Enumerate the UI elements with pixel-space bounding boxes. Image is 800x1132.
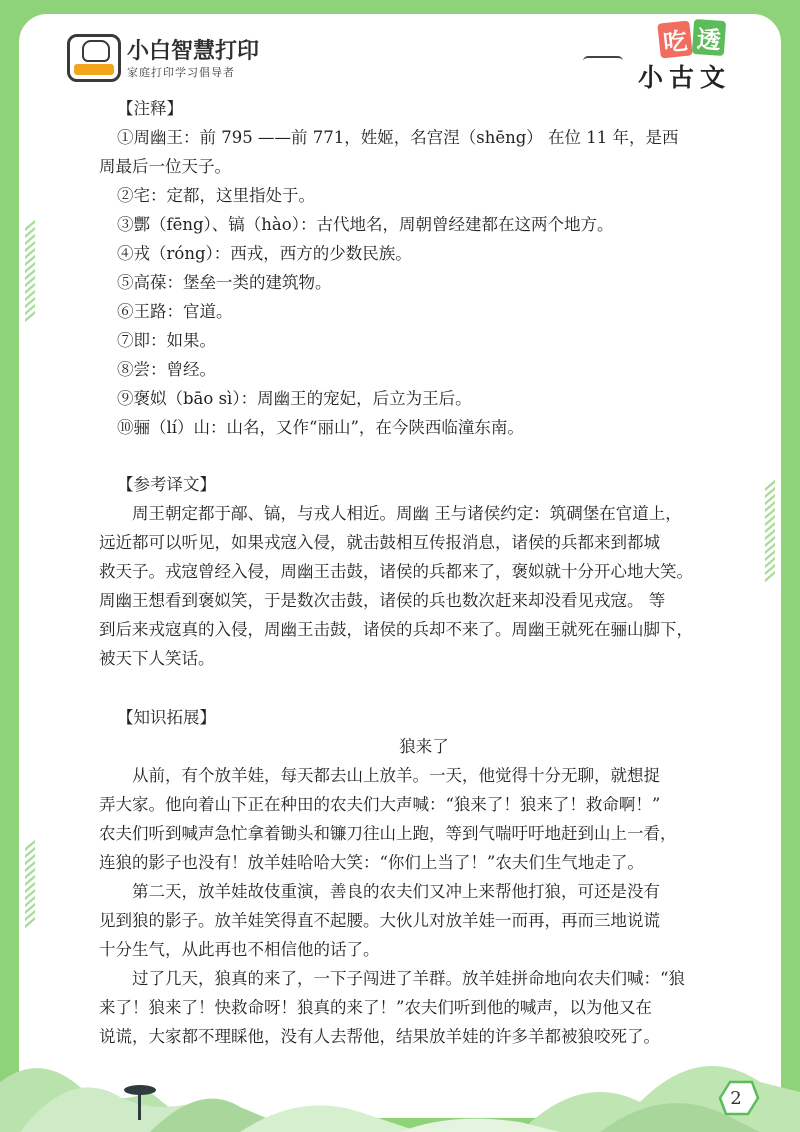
note-line: ⑩骊（lí）山：山名，又作“丽山”，在今陕西临潼东南。 — [117, 418, 524, 437]
story-line: 见到狼的影子。放羊娃笑得直不起腰。大伙儿对放羊娃一而再，再而三地说谎 — [99, 911, 660, 930]
note-line: ③酆（fēng）、镐（hào）：古代地名，周朝曾经建都在这两个地方。 — [117, 215, 614, 234]
story-line: 从前，有个放羊娃，每天都去山上放羊。一天，他觉得十分无聊，就想捉 — [132, 766, 660, 785]
dog-printer-icon — [67, 34, 121, 82]
translation-line: 被天下人笑话。 — [99, 649, 215, 668]
story-line: 第二天，放羊娃故伎重演，善良的农夫们又冲上来帮他打狼，可还是没有 — [132, 882, 660, 901]
translation-line: 救天子。戎寇曾经入侵，周幽王击鼓，诸侯的兵都来了，褒姒就十分开心地大笑。 — [99, 562, 693, 581]
series-char-b: 透 — [692, 19, 726, 56]
mountain-landscape-decoration — [0, 1012, 800, 1132]
translation-line: 周幽王想看到褒姒笑，于是数次击鼓，诸侯的兵也数次赶来却没看见戎寇。 等 — [99, 591, 666, 610]
extension-heading: 【知识拓展】 — [117, 708, 216, 727]
cloud-icon — [583, 56, 623, 66]
left-stripe-decoration — [25, 224, 35, 322]
story-title: 狼来了 — [399, 737, 449, 756]
note-line: ⑨褒姒（bāo sì）：周幽王的宠妃，后立为王后。 — [117, 389, 472, 408]
series-char-a: 吃 — [657, 20, 692, 58]
story-line: 说谎，大家都不理睬他，没有人去帮他，结果放羊娃的许多羊都被狼咬死了。 — [99, 1027, 660, 1046]
story-line: 过了几天，狼真的来了，一下子闯进了羊群。放羊娃拼命地向农夫们喊：“狼 — [132, 969, 685, 988]
series-logo — [593, 22, 743, 102]
story-line: 农夫们听到喊声急忙拿着锄头和镰刀往山上跑，等到气喘吁吁地赶到山上一看， — [99, 824, 677, 843]
translation-line: 到后来戎寇真的入侵，周幽王击鼓，诸侯的兵却不来了。周幽王就死在骊山脚下， — [99, 620, 693, 639]
translation-heading: 【参考译文】 — [117, 475, 216, 494]
note-line: ⑧尝：曾经。 — [117, 360, 216, 379]
translation-line: 周王朝定都于鄗、镐，与戎人相近。周幽 王与诸侯约定：筑碉堡在官道上， — [132, 504, 682, 523]
page-number: 2 — [730, 1088, 742, 1109]
story-line: 来了！狼来了！快救命呀！狼真的来了！”农夫们听到他的喊声，以为他又在 — [99, 998, 652, 1017]
page-content — [99, 94, 749, 1051]
story-line: 连狼的影子也没有！放羊娃哈哈大笑：“你们上当了！”农夫们生气地走了。 — [99, 853, 644, 872]
story-line: 弄大家。他向着山下正在种田的农夫们大声喊：“狼来了！狼来了！救命啊！” — [99, 795, 661, 814]
notes-heading: 【注释】 — [117, 99, 183, 118]
story-line: 十分生气，从此再也不相信他的话了。 — [99, 940, 380, 959]
note-line: 周最后一位天子。 — [99, 157, 231, 176]
translation-line: 远近都可以听见，如果戎寇入侵，就击鼓相互传报消息，诸侯的兵都来到都城 — [99, 533, 660, 552]
page-paper — [19, 14, 781, 1118]
note-line: ⑤高葆：堡垒一类的建筑物。 — [117, 273, 332, 292]
note-line: ①周幽王：前 795 ——前 771，姓姬，名宫涅（shēng） 在位 11 年，是西 — [117, 128, 679, 147]
note-line: ⑥王路：官道。 — [117, 302, 233, 321]
note-line: ④戎（róng）：西戎，西方的少数民族。 — [117, 244, 412, 263]
brand-subtitle: 家庭打印学习倡导者 — [127, 66, 235, 79]
note-line: ⑦即：如果。 — [117, 331, 216, 350]
brand-title: 小白智慧打印 — [127, 39, 260, 64]
right-stripe-decoration — [765, 484, 775, 582]
left-stripe-decoration-lower — [25, 844, 35, 928]
series-name: 小古文 — [637, 63, 731, 92]
note-line: ②宅：定都，这里指处于。 — [117, 186, 315, 205]
